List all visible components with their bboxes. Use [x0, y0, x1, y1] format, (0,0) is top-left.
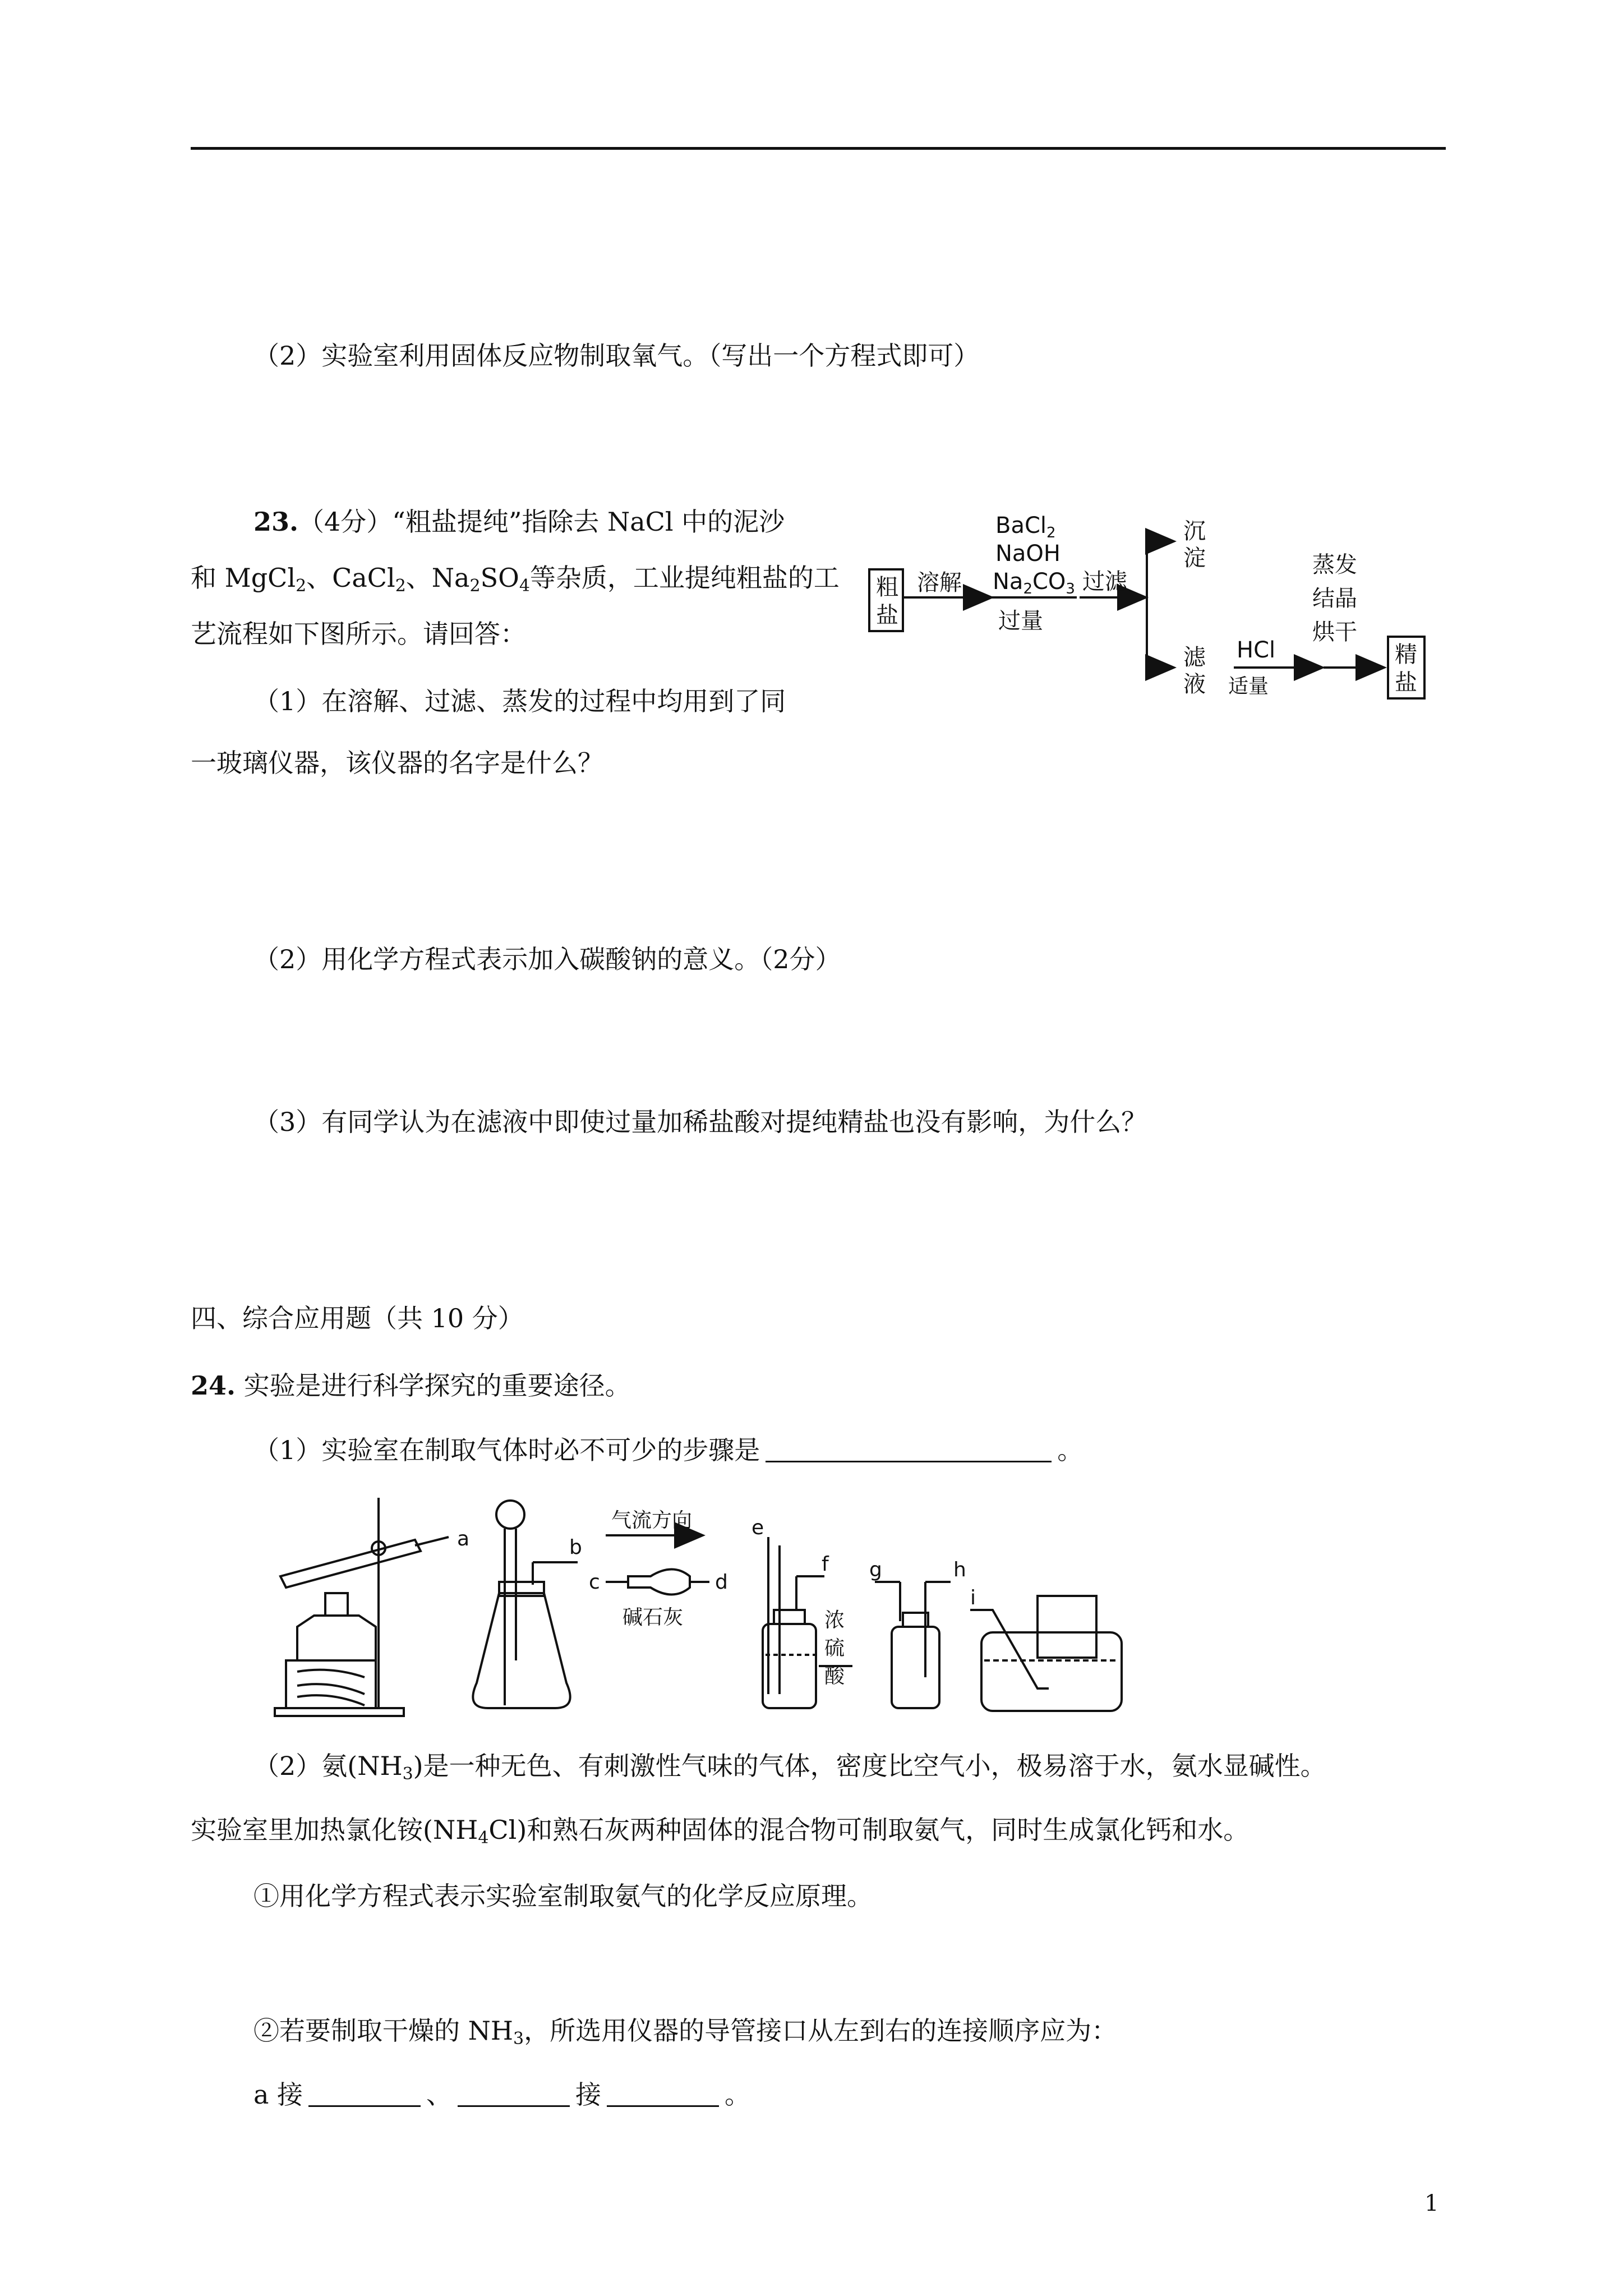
page-number: 1 — [1424, 2191, 1439, 2216]
q23-part2: （2）用化学方程式表示加入碳酸钠的意义。（2分） — [253, 944, 841, 974]
section4-title: 四、综合应用题（共 10 分） — [191, 1303, 524, 1333]
purification-flowchart — [864, 505, 1441, 707]
apparatus-diagram — [264, 1492, 1161, 1722]
q23-number: 23. — [253, 507, 299, 537]
flow-dissolve: 溶解 — [917, 570, 962, 596]
q24-part2-i: ①用化学方程式表示实验室制取氨气的化学反应原理。 — [253, 1881, 873, 1911]
flow-refined-salt-2: 盐 — [1395, 670, 1417, 696]
q23-intro-line1: 23.（4分）“粗盐提纯”指除去 NaCl 中的泥沙 — [253, 507, 785, 537]
flow-crystallize: 结晶 — [1312, 586, 1357, 611]
flow-precipitate-1: 沉 — [1183, 518, 1206, 544]
flow-crude-salt-2: 盐 — [876, 602, 898, 628]
label-i: i — [970, 1586, 976, 1609]
q24-intro: 24. 实验是进行科学探究的重要途径。 — [191, 1370, 631, 1401]
q24-part1: （1）实验室在制取气体时必不可少的步骤是 。 — [253, 1435, 1083, 1465]
label-c: c — [589, 1571, 600, 1594]
label-g: g — [869, 1558, 882, 1581]
label-acid-2: 硫 — [824, 1637, 845, 1660]
q23-intro-line3: 艺流程如下图所示。请回答： — [191, 619, 526, 649]
answer-blank-3[interactable] — [607, 2081, 719, 2107]
flow-filtrate-2: 液 — [1183, 671, 1206, 697]
flow-precipitate-2: 淀 — [1183, 545, 1206, 571]
flow-excess: 过量 — [998, 608, 1043, 634]
flow-filter: 过滤 — [1082, 569, 1127, 595]
label-d: d — [715, 1571, 728, 1594]
answer-blank-2[interactable] — [458, 2081, 570, 2107]
q24-part2-ii-answers: a 接 、 接 。 — [253, 2079, 751, 2110]
label-b: b — [569, 1536, 582, 1559]
flow-refined-salt-1: 精 — [1395, 642, 1417, 668]
label-acid-3: 酸 — [824, 1665, 845, 1688]
answer-blank-1[interactable] — [308, 2081, 421, 2107]
flow-dry: 烘干 — [1312, 619, 1357, 645]
q23-part1-line2: 一玻璃仪器，该仪器的名字是什么？ — [191, 748, 603, 778]
flow-crude-salt-1: 粗 — [876, 574, 898, 600]
flow-filtrate-1: 滤 — [1183, 645, 1206, 670]
q23-part3: （3）有同学认为在滤液中即使过量加稀盐酸对提纯精盐也没有影响，为什么？ — [253, 1107, 1147, 1137]
label-f: f — [822, 1553, 829, 1576]
q24-part2-ii: ②若要制取干燥的 $NH_3$，所选用仪器的导管接口从左到右的连接顺序应为： — [253, 2016, 1118, 2049]
label-e: e — [751, 1516, 764, 1539]
flow-evaporate: 蒸发 — [1312, 552, 1357, 578]
flow-reagent-naoh: NaOH — [995, 541, 1061, 567]
label-h: h — [953, 1558, 966, 1581]
label-airflow-direction: 气流方向 — [611, 1509, 693, 1532]
flow-hcl: HCl — [1237, 637, 1276, 663]
q24-number: 24. — [191, 1370, 236, 1401]
q23-part1-line1: （1）在溶解、过滤、蒸发的过程中均用到了同 — [253, 686, 786, 716]
label-acid-1: 浓 — [824, 1609, 845, 1632]
q24-part1-blank[interactable] — [766, 1436, 1052, 1462]
label-soda-lime: 碱石灰 — [623, 1606, 684, 1629]
flow-proper-amount: 适量 — [1228, 675, 1269, 698]
q22-part2: （2）实验室利用固体反应物制取氧气。（写出一个方程式即可） — [253, 341, 980, 371]
q24-part2-line2: 实验室里加热氯化铵$(NH_4Cl)$和熟石灰两种固体的混合物可制取氨气，同时生成氯化钙和水。 — [191, 1815, 1249, 1848]
q23-intro-line2: 和 MgCl$_2$、CaCl$_2$、$Na_2SO_4$等杂质，工业提纯粗盐的工 — [191, 563, 840, 596]
flow-reagent-bacl2: BaCl$_2$ — [995, 513, 1056, 541]
flow-reagent-na2co3: $Na_2CO_3$ — [993, 569, 1075, 597]
q24-part2-line1: （2）氨$(NH_3)$是一种无色、有刺激性气味的气体，密度比空气小，极易溶于水，氨水显碱性。 — [253, 1751, 1326, 1784]
label-a: a — [457, 1527, 470, 1550]
header-rule — [191, 147, 1446, 150]
